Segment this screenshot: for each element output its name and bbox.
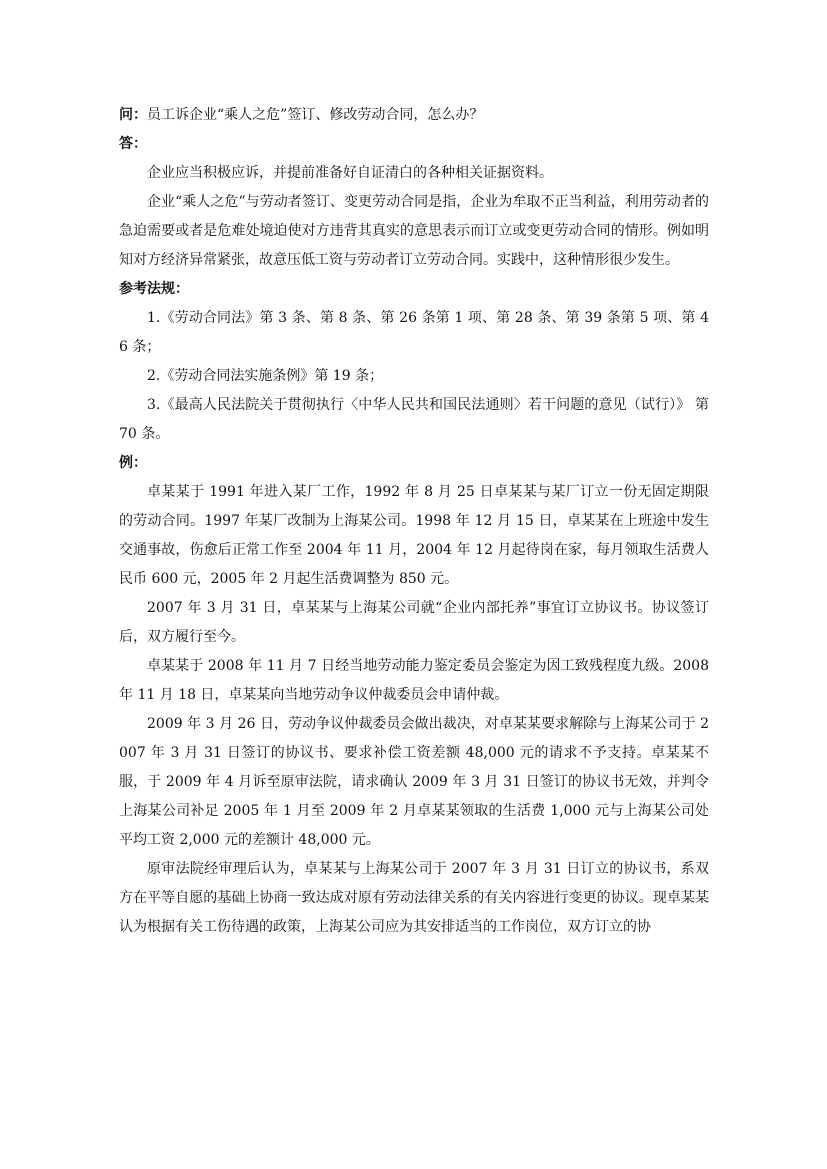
- answer-label: 答：: [119, 136, 147, 152]
- document-body: [119, 101, 709, 942]
- example-paragraph: 卓某某于 2008 年 11 月 7 日经当地劳动能力鉴定委员会鉴定为因工致残程度九级。2008 年 11 月 18 日，卓某某向当地劳动争议仲裁委员会申请仲裁。: [119, 658, 709, 703]
- example-paragraph: 原审法院经审理后认为，卓某某与上海某公司于 2007 年 3 月 31 日订立的协议书，系双方在平等自愿的基础上协商一致达成对原有劳动法律关系的有关内容进行变更的协议。现卓某某认为根据有关工伤待遇的政策，上海某公司应为其安排适当的工作岗位，双方订立的协: [119, 861, 709, 935]
- answer-paragraph: 企业应当积极应诉，并提前准备好自证清白的各种相关证据资料。: [147, 165, 553, 181]
- reference-item: 2.《劳动合同法实施条例》第 19 条；: [147, 368, 384, 384]
- question-text: 员工诉企业“乘人之危”签订、修改劳动合同，怎么办？: [147, 107, 484, 123]
- example-paragraph: 卓某某于 1991 年进入某厂工作，1992 年 8 月 25 日卓某某与某厂订立一份无固定期限的劳动合同。1997 年某厂改制为上海某公司。1998 年 12 月 15 日，卓某某在上班途中发生交通事故，伤愈后正常工作至 2004 年 11 月，2004 年 12 月起待岗在家，每月领取生活费人民币 600 元，2005 年 2 月起生活费调整为 850 元。: [119, 484, 709, 587]
- reference-item: 3.《最高人民法院关于贯彻执行〈中华人民共和国民法通则〉若干问题的意见（试行）》 第 70 条。: [119, 397, 709, 442]
- reference-item: 1.《劳动合同法》第 3 条、第 8 条、第 26 条第 1 项、第 28 条、第 39 条第 5 项、第 46 条；: [119, 310, 709, 355]
- answer-paragraph: 企业“乘人之危”与劳动者签订、变更劳动合同是指，企业为牟取不正当利益，利用劳动者的急迫需要或者是危难处境迫使对方违背其真实的意思表示而订立或变更劳动合同的情形。例如明知对方经济异常紧张，故意压低工资与劳动者订立劳动合同。实践中，这种情形很少发生。: [119, 194, 709, 268]
- question-line: [119, 101, 709, 130]
- references-label: 参考法规：: [119, 281, 189, 297]
- example-paragraph: 2009 年 3 月 26 日，劳动争议仲裁委员会做出裁决，对卓某某要求解除与上海某公司于 2007 年 3 月 31 日签订的协议书、要求补偿工资差额 48,000 元的请求不予支持。卓某某不服，于 2009 年 4 月诉至原审法院，请求确认 2009 年 3 月 31 日签订的协议书无效，并判令上海某公司补足 2005 年 1 月至 2009 年 2 月卓某某领取的生活费 1,000 元与上海某公司处平均工资 2,000 元的差额计 48,000 元。: [119, 716, 709, 848]
- example-paragraph: 2007 年 3 月 31 日，卓某某与上海某公司就“企业内部托养”事宜订立协议书。协议签订后，双方履行至今。: [119, 600, 709, 645]
- question-label: 问：: [119, 107, 147, 123]
- example-label: 例：: [119, 455, 147, 471]
